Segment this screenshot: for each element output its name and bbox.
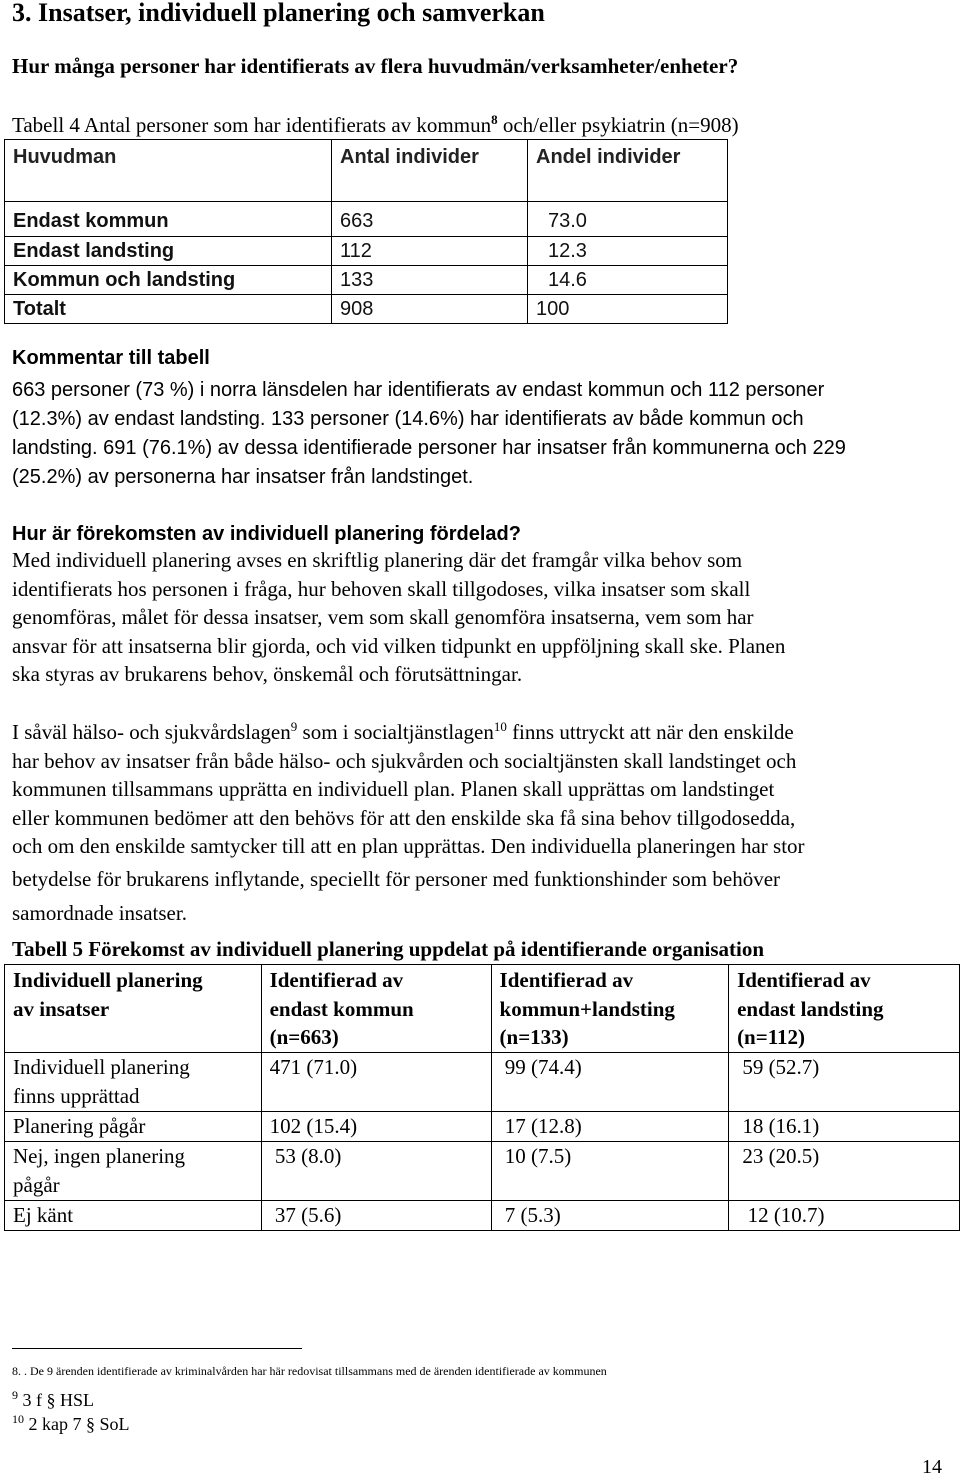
- table4-cell: 14.6: [528, 266, 728, 295]
- table-row: [5, 295, 728, 324]
- table4-cell: Kommun och landsting: [5, 266, 332, 295]
- table5-cell: Nej, ingen planering pågår: [5, 1142, 262, 1201]
- comment-title: Kommentar till tabell: [12, 347, 210, 369]
- comment-body: [12, 376, 952, 492]
- footnote-10: $^{10}$ 2 kap 7 § SoL: [12, 1412, 130, 1434]
- table-row: [5, 237, 728, 266]
- paragraph-line: ska styras av brukarens behov, önskemål och förutsättningar.: [12, 662, 523, 686]
- table4-header-cell: Huvudman: [5, 140, 332, 202]
- comment-line: 663 personer (73 %) i norra länsdelen har identifierats av endast kommun och 112 personer: [12, 379, 825, 401]
- table5-cell: 102 (15.4): [261, 1112, 491, 1142]
- paragraph-line: samordnade insatser.: [12, 900, 187, 925]
- table4-cell: Endast kommun: [5, 202, 332, 237]
- table-row: [5, 1053, 960, 1112]
- table5-caption: Tabell 5 Förekomst av individuell planering uppdelat på identifierande organisation: [12, 937, 765, 961]
- table-row: [5, 1142, 960, 1201]
- page-number: 14: [922, 1456, 942, 1478]
- section-heading: 3. Insatser, individuell planering och samverkan: [12, 0, 545, 27]
- paragraph-line: har behov av insatser från både hälso- och sjukvården och socialtjänsten skall landstinget och: [12, 748, 797, 773]
- table-row: [5, 202, 728, 237]
- table5: [4, 964, 960, 1231]
- table4-header-row: [5, 140, 728, 202]
- table5-header-cell: Individuell planering av insatser: [5, 965, 262, 1053]
- comment-line: (12.3%) av endast landsting. 133 personer (14.6%) har identifierats av både kommun och: [12, 408, 804, 430]
- paragraph-line: och om den enskilde samtycker till att en plan upprättas. Den individuella planeringen har stor: [12, 834, 805, 858]
- footnote-9: $^9$ 3 f § HSL: [12, 1388, 94, 1410]
- table5-cell: 53 (8.0): [261, 1142, 491, 1201]
- table4-caption: Tabell 4 Antal personer som har identifierats av kommun$^8$ och/eller psykiatrin (n=908): [12, 112, 739, 137]
- table4-cell: 663: [332, 202, 528, 237]
- table5-cell: Individuell planering finns upprättad: [5, 1053, 262, 1112]
- table5-header-row: [5, 965, 960, 1053]
- table5-header-cell: Identifierad av endast landsting (n=112): [729, 965, 960, 1053]
- table5-cell: 59 (52.7): [729, 1053, 960, 1112]
- footnote-separator: [12, 1348, 302, 1349]
- table5-cell: 471 (71.0): [261, 1053, 491, 1112]
- table5-cell: 12 (10.7): [729, 1201, 960, 1231]
- table5-cell: 18 (16.1): [729, 1112, 960, 1142]
- table5-cell: 99 (74.4): [491, 1053, 729, 1112]
- table5-header-cell: Identifierad av kommun+landsting (n=133): [491, 965, 729, 1053]
- paragraph-line: kommunen tillsammans upprätta en individuell plan. Planen skall upprättas om landstinget: [12, 777, 775, 801]
- paragraph-line: ansvar för att insatserna blir gjorda, och vid vilken tidpunkt en uppföljning skall ske. Planen: [12, 633, 786, 658]
- table4-cell: Totalt: [5, 295, 332, 324]
- question-heading-1: Hur många personer har identifierats av flera huvudmän/verksamheter/enheter?: [12, 54, 739, 78]
- table4-cell: 100: [528, 295, 728, 324]
- comment-line: landsting. 691 (76.1%) av dessa identifierade personer har insatser från kommunerna och 229: [12, 437, 846, 459]
- question-heading-2: Hur är förekomsten av individuell planering fördelad?: [12, 523, 521, 545]
- paragraph-1: [12, 546, 785, 689]
- paragraph-line: Med individuell planering avses en skriftlig planering där det framgår vilka behov som: [12, 548, 743, 572]
- table5-cell: 23 (20.5): [729, 1142, 960, 1201]
- paragraph-line: eller kommunen bedömer att den behövs för att den enskilde ska få sina behov tillgodosedda,: [12, 805, 796, 830]
- table4-cell: 908: [332, 295, 528, 324]
- paragraph-line: I såväl hälso- och sjukvårdslagen$^9$ som i socialtjänstlagen$^{10}$ finns uttryckt att när den enskilde: [12, 719, 794, 744]
- table5-cell: Ej känt: [5, 1201, 262, 1231]
- comment-line: (25.2%) av personerna har insatser från landstinget.: [12, 466, 474, 488]
- table4-cell: 133: [332, 266, 528, 295]
- table5-cell: 37 (5.6): [261, 1201, 491, 1231]
- table4-cell: 112: [332, 237, 528, 266]
- table4-cell: Endast landsting: [5, 237, 332, 266]
- table4-cell: 12.3: [528, 237, 728, 266]
- table4-header-cell: Andel individer: [528, 140, 728, 202]
- table4: [4, 139, 728, 324]
- table-row: [5, 1201, 960, 1231]
- paragraph-line: betydelse för brukarens inflytande, speciellt för personer med funktionshinder som behöver: [12, 866, 781, 891]
- table5-cell: 10 (7.5): [491, 1142, 729, 1201]
- table5-cell: Planering pågår: [5, 1112, 262, 1142]
- paragraph-2: [12, 713, 805, 929]
- table4-cell: 73.0: [528, 202, 728, 237]
- table4-header-cell: Antal individer: [332, 140, 528, 202]
- paragraph-line: genomföras, målet för dessa insatser, vem som skall genomföra insatserna, vem som har: [12, 605, 754, 629]
- table-row: [5, 266, 728, 295]
- table5-cell: 17 (12.8): [491, 1112, 729, 1142]
- table5-cell: 7 (5.3): [491, 1201, 729, 1231]
- table-row: [5, 1112, 960, 1142]
- footnote-8: 8. . De 9 ärenden identifierade av kriminalvården har här redovisat tillsammans med de ärenden identifierade av kommunen: [12, 1364, 607, 1378]
- table5-header-cell: Identifierad av endast kommun (n=663): [261, 965, 491, 1053]
- paragraph-line: identifierats hos personen i fråga, hur behoven skall tillgodoses, vilka insatser som skall: [12, 576, 751, 601]
